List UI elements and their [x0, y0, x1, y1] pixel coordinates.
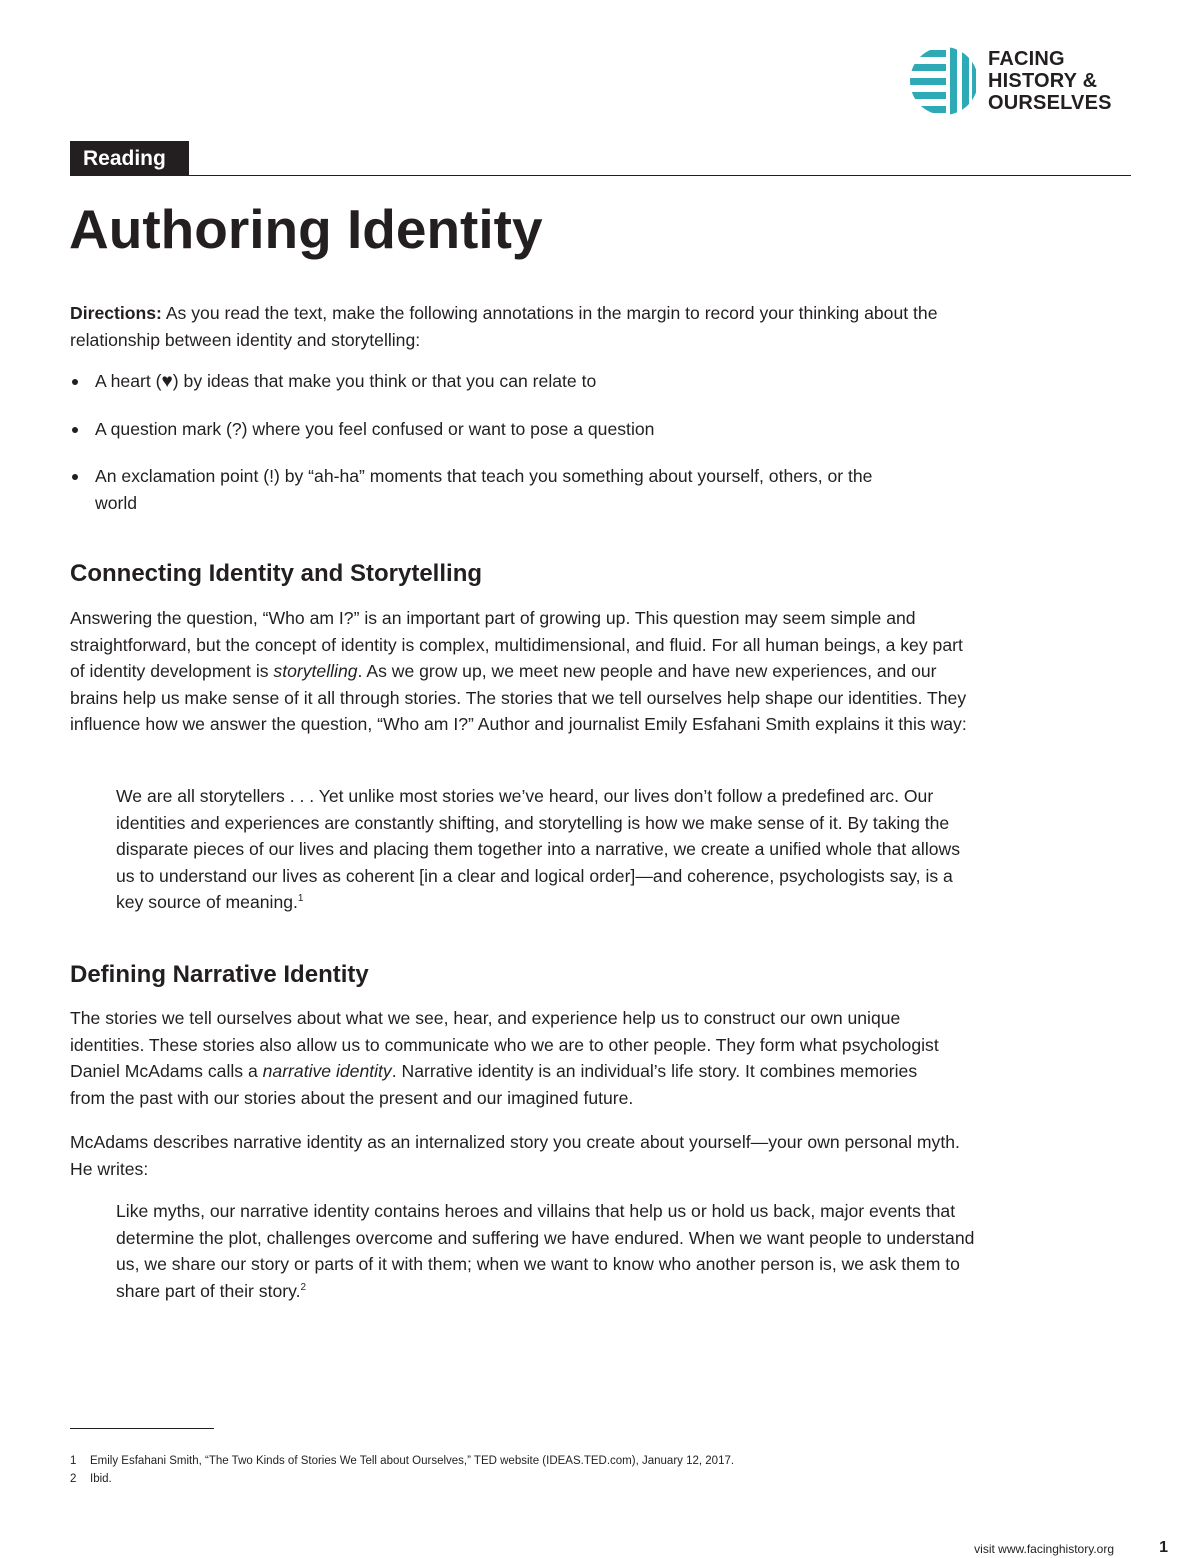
paragraph-narrative	[70, 1005, 950, 1111]
footnotes	[70, 1452, 970, 1488]
footnote-rule	[70, 1428, 214, 1429]
paragraph-2-emphasis: narrative identity	[262, 1061, 392, 1081]
logo-line-1: FACING	[988, 48, 1065, 70]
paragraph-2-part-b: . Narrative identity is an individual’s life story. It combines memories from the past with our stories about the present and our imagined future.	[70, 1061, 918, 1108]
footnote-1-text: Emily Esfahani Smith, “The Two Kinds of Stories We Tell about Ourselves,” TED website (IDEAS.TED.com), January 12, 2017.	[90, 1455, 735, 1467]
directions-label: Directions:	[70, 303, 162, 323]
footnote-2-number: 2	[70, 1473, 77, 1485]
logo-wordmark	[988, 48, 1112, 114]
header-rule	[189, 175, 1131, 176]
facing-history-logo	[910, 46, 1132, 116]
list-item-question: A question mark (?) where you feel confused or want to pose a question	[70, 416, 950, 443]
list-item-exclamation: An exclamation point (!) by “ah-ha” moments that teach you something about yourself, others, or the world	[70, 463, 895, 516]
quote-2-text: Like myths, our narrative identity contains heroes and villains that help us or hold us back, major events that determine the plot, challenges overcome and suffering we have endured. When we want people to understand us, we share our story or parts of it with them; when we want to know who another person is, we ask them to share part of their story.	[116, 1201, 975, 1301]
footnote-1-number: 1	[70, 1455, 77, 1467]
section-heading-narrative: Defining Narrative Identity	[70, 961, 369, 988]
page-title: Authoring Identity	[69, 198, 543, 260]
paragraph-2-part-a: The stories we tell ourselves about what we see, hear, and experience help us to construct our own unique identities. These stories also allow us to communicate who we are to other people. They form what psychologist Daniel McAdams calls a	[70, 1008, 939, 1081]
directions	[70, 300, 940, 353]
footer-url: visit www.facinghistory.org	[974, 1542, 1114, 1556]
logo-line-2: HISTORY &	[988, 70, 1098, 92]
directions-text: As you read the text, make the following annotations in the margin to record your thinking about the relationship between identity and storytelling:	[70, 303, 938, 350]
logo-line-3: OURSELVES	[988, 92, 1112, 114]
footnote-2-text: Ibid.	[90, 1473, 112, 1485]
logo-mark-icon	[910, 46, 976, 116]
page-footer	[900, 1540, 1170, 1558]
section-heading-connecting: Connecting Identity and Storytelling	[70, 560, 483, 587]
paragraph-1-emphasis: storytelling	[273, 661, 358, 681]
reading-tag: Reading	[70, 141, 189, 176]
page-number: 1	[1159, 1539, 1168, 1556]
heart-icon: ♥	[161, 371, 173, 392]
paragraph-1-part-b: . As we grow up, we meet new people and have new experiences, and our brains help us make sense of it all through stories. The stories that we tell ourselves help shape our identities. They influence how we answer the question, “Who am I?” Author and journalist Emily Esfahani Smith explains it this way:	[70, 661, 967, 734]
bullet-1-pre: A heart (	[95, 371, 162, 391]
list-item-heart	[70, 368, 950, 395]
block-quote-mcadams	[116, 1198, 976, 1304]
footnote-1	[70, 1452, 970, 1470]
quote-1-text: We are all storytellers . . . Yet unlike most stories we’ve heard, our lives don’t follow a predefined arc. Our identities and experiences are constantly shifting, and storytelling is how we make sense of it. By taking the disparate pieces of our lives and placing them together into a narrative, we create a unified whole that allows us to understand our lives as coherent [in a clear and logical order]—and coherence, psychologists say, is a key source of meaning.	[116, 786, 961, 912]
footnote-ref-1: 1	[297, 893, 304, 905]
paragraph-1-part-a: Answering the question, “Who am I?” is an important part of growing up. This question may seem simple and straightforward, but the concept of identity is complex, multidimensional, and fluid. For all human beings, a key part of identity development is	[70, 608, 963, 681]
block-quote-smith	[116, 783, 976, 916]
annotation-list	[70, 368, 950, 537]
bullet-1-post: ) by ideas that make you think or that you can relate to	[172, 371, 597, 391]
footnote-ref-2: 2	[300, 1281, 307, 1293]
footnote-2	[70, 1470, 970, 1488]
paragraph-mcadams: McAdams describes narrative identity as an internalized story you create about yourself—your own personal myth. He writes:	[70, 1132, 960, 1179]
paragraph-connecting	[70, 605, 970, 738]
